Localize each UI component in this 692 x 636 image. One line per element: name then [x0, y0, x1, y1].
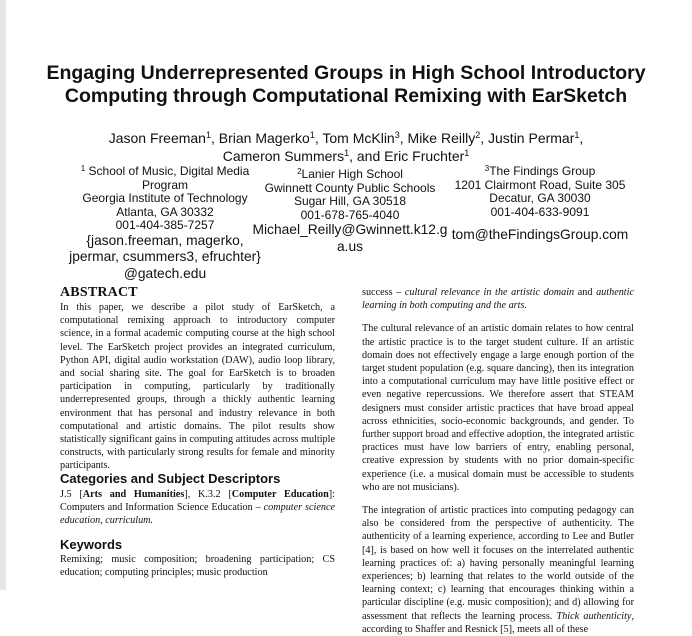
author-list: Jason Freeman$^1$, Brian Magerko$^1$, Tom McKlin$^3$, Mike Reilly$^2$, Justin Permar$^1$, Cameron Summers$^1$, and Eric Fruchter$^1$: [108, 130, 584, 164]
abstract-body: In this paper, we describe a pilot study of EarSketch, a computational remixing approach to introductory computer science, in a formal academic computing course at the high school level. The EarSketch project provides an integrated curriculum, Python API, digital audio workstation (DAW), audio loop library, and social sharing site. The goal for EarSketch is to broaden participation in computing, particularly by traditionally underrepresented groups, through a thickly authentic learning environment that has personal and industry relevance in both computational and artistic domains. The pilot results show statistically significant gains in computing attitudes across multiple constructs, with particularly strong results for female and minority participants.: [60, 302, 335, 472]
author: Jason Freeman: [108, 130, 206, 146]
paper-title: Engaging Underrepresented Groups in High School Introductory Computing through Computational Remixing with EarSketch: [46, 62, 646, 107]
email-address[interactable]: Michael_Reilly@Gwinnett.k12.g: [252, 222, 448, 237]
keywords-body: Remixing; music composition; broadening participation; CS education; computing principles; music production: [60, 554, 335, 579]
author: Justin Permar: [488, 130, 575, 146]
author: Brian Magerko: [218, 130, 310, 146]
abstract-heading: ABSTRACT: [60, 285, 138, 300]
email-address[interactable]: tom@theFindingsGroup.com: [451, 227, 629, 242]
affiliation-1: $^1$ School of Music, Digital Media Program Georgia Institute of Technology Atlanta, GA 30332 001-404-385-7257 {jason.freeman, magerko, jpermar, csummers3, efruchter} @gatech.edu: [60, 165, 270, 282]
right-column-text: [362, 286, 634, 636]
paragraph: The cultural relevance of an artistic domain relates to how central the artistic practice is to the target student culture. If an artistic domain does not effectively engage a large enough portion of the target student population (e.g. square dancing), then its integration into a computational curriculum may have little positive effect or even negative repercussions. We therefore assert that STEAM designers must consider artistic practices that have broad appeal across ethnicities, socio-economic backgrounds, and gender. To further support broad and effective adoption, the integrated artistic practices must have low barriers of entry, enabling personal, creative expression by students with no prior domain-specific experience (i.e. a musical domain must be accessible to students who are not musicians).: [362, 323, 634, 493]
affiliation-3: $^3$The Findings Group 1201 Clairmont Road, Suite 305 Decatur, GA 30030 001-404-633-9091 tom@theFindingsGroup.com: [430, 165, 650, 244]
author: Eric Fruchter: [384, 148, 465, 164]
viewer-left-edge: [0, 0, 6, 590]
author: Mike Reilly: [407, 130, 476, 146]
author: Cameron Summers: [222, 148, 345, 164]
affiliation-2: $^2$Lanier High School Gwinnett County Public Schools Sugar Hill, GA 30518 001-678-765-4040 Michael_Reilly@Gwinnett.k12.g a.us: [250, 168, 450, 255]
keywords-heading: Keywords: [60, 537, 123, 552]
email-address[interactable]: @gatech.edu: [123, 265, 207, 281]
paragraph: success – cultural relevance in the artistic domain and authentic learning in both computing and the arts.: [362, 287, 634, 312]
author: Tom McKlin: [322, 130, 395, 146]
categories-heading: Categories and Subject Descriptors: [60, 471, 281, 486]
email-address[interactable]: {jason.freeman, magerko,: [86, 232, 244, 248]
categories-body: J.5 [Arts and Humanities], K.3.2 [Computer Education]: Computers and Information Science Education – computer science education, curriculum.: [60, 489, 336, 527]
email-address[interactable]: a.us: [336, 238, 364, 254]
paragraph: The integration of artistic practices into computing pedagogy can also be considered from the perspective of authenticity. The authenticity of a learning experience, according to Lee and Butler [4], is based on how well it focuses on the interrelated authentic learning practices of: a) having personally meaningful learning experiences; b) learning that relates to the world outside of the learning context; c) learning that encourages thinking within a particular discipline (e.g. music composition); and d) allowing for assessment that reflects the learning process. Thick authenticity, according to Shaffer and Resnick [5], meets all of these: [362, 505, 635, 635]
email-address[interactable]: jpermar, csummers3, efruchter}: [69, 249, 261, 264]
